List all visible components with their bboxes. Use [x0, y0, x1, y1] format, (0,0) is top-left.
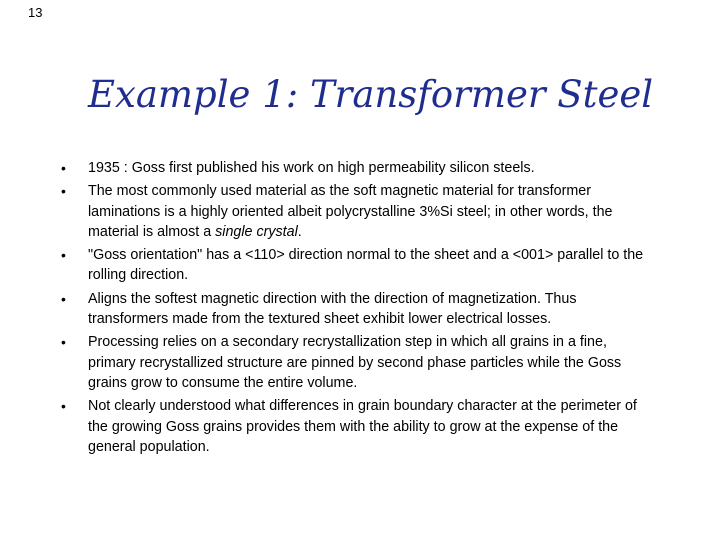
- bullet-icon: •: [61, 334, 66, 351]
- bullet-icon: •: [61, 183, 66, 200]
- bullet-text: "Goss orientation" has a <110> direction normal to the sheet and a <001> parallel to the rolling direction.: [88, 247, 644, 284]
- bullet-text: [88, 183, 613, 240]
- bullet-text: Processing relies on a secondary recrystallization step in which all grains in a fine, primary recrystallized structure are pinned by second phase particles while the Goss grains grow to consume the entire volume.: [88, 334, 622, 391]
- slide-number: 13: [28, 5, 43, 20]
- bullet-text: 1935 : Goss first published his work on high permeability silicon steels.: [88, 160, 535, 176]
- bullet-list: [55, 158, 655, 460]
- bullet-text: Not clearly understood what differences in grain boundary character at the perimeter of the growing Goss grains provides them with the ability to grow at the expense of the general population.: [88, 398, 637, 455]
- bullet-item: [55, 332, 655, 393]
- bullet-icon: •: [61, 398, 66, 415]
- bullet-icon: •: [61, 247, 66, 264]
- bullet-text-part: The most commonly used material as the soft magnetic material for transformer laminations is a highly oriented albeit polycrystalline 3%Si steel; in other words, the material is almost a: [88, 183, 613, 240]
- bullet-item: [55, 181, 655, 242]
- bullet-item: [55, 245, 655, 286]
- bullet-icon: •: [61, 160, 66, 176]
- bullet-text-part: .: [297, 223, 302, 240]
- bullet-text: Aligns the softest magnetic direction with the direction of magnetization. Thus transformers made from the textured sheet exhibit lower electrical losses.: [88, 290, 577, 328]
- bullet-item: [55, 158, 655, 178]
- bullet-icon: •: [61, 290, 66, 307]
- bullet-item: [55, 289, 655, 330]
- slide-title: Example 1: Transformer Steel: [88, 73, 654, 116]
- bullet-item: [55, 396, 655, 457]
- bullet-text-emphasis: single crystal: [215, 223, 298, 240]
